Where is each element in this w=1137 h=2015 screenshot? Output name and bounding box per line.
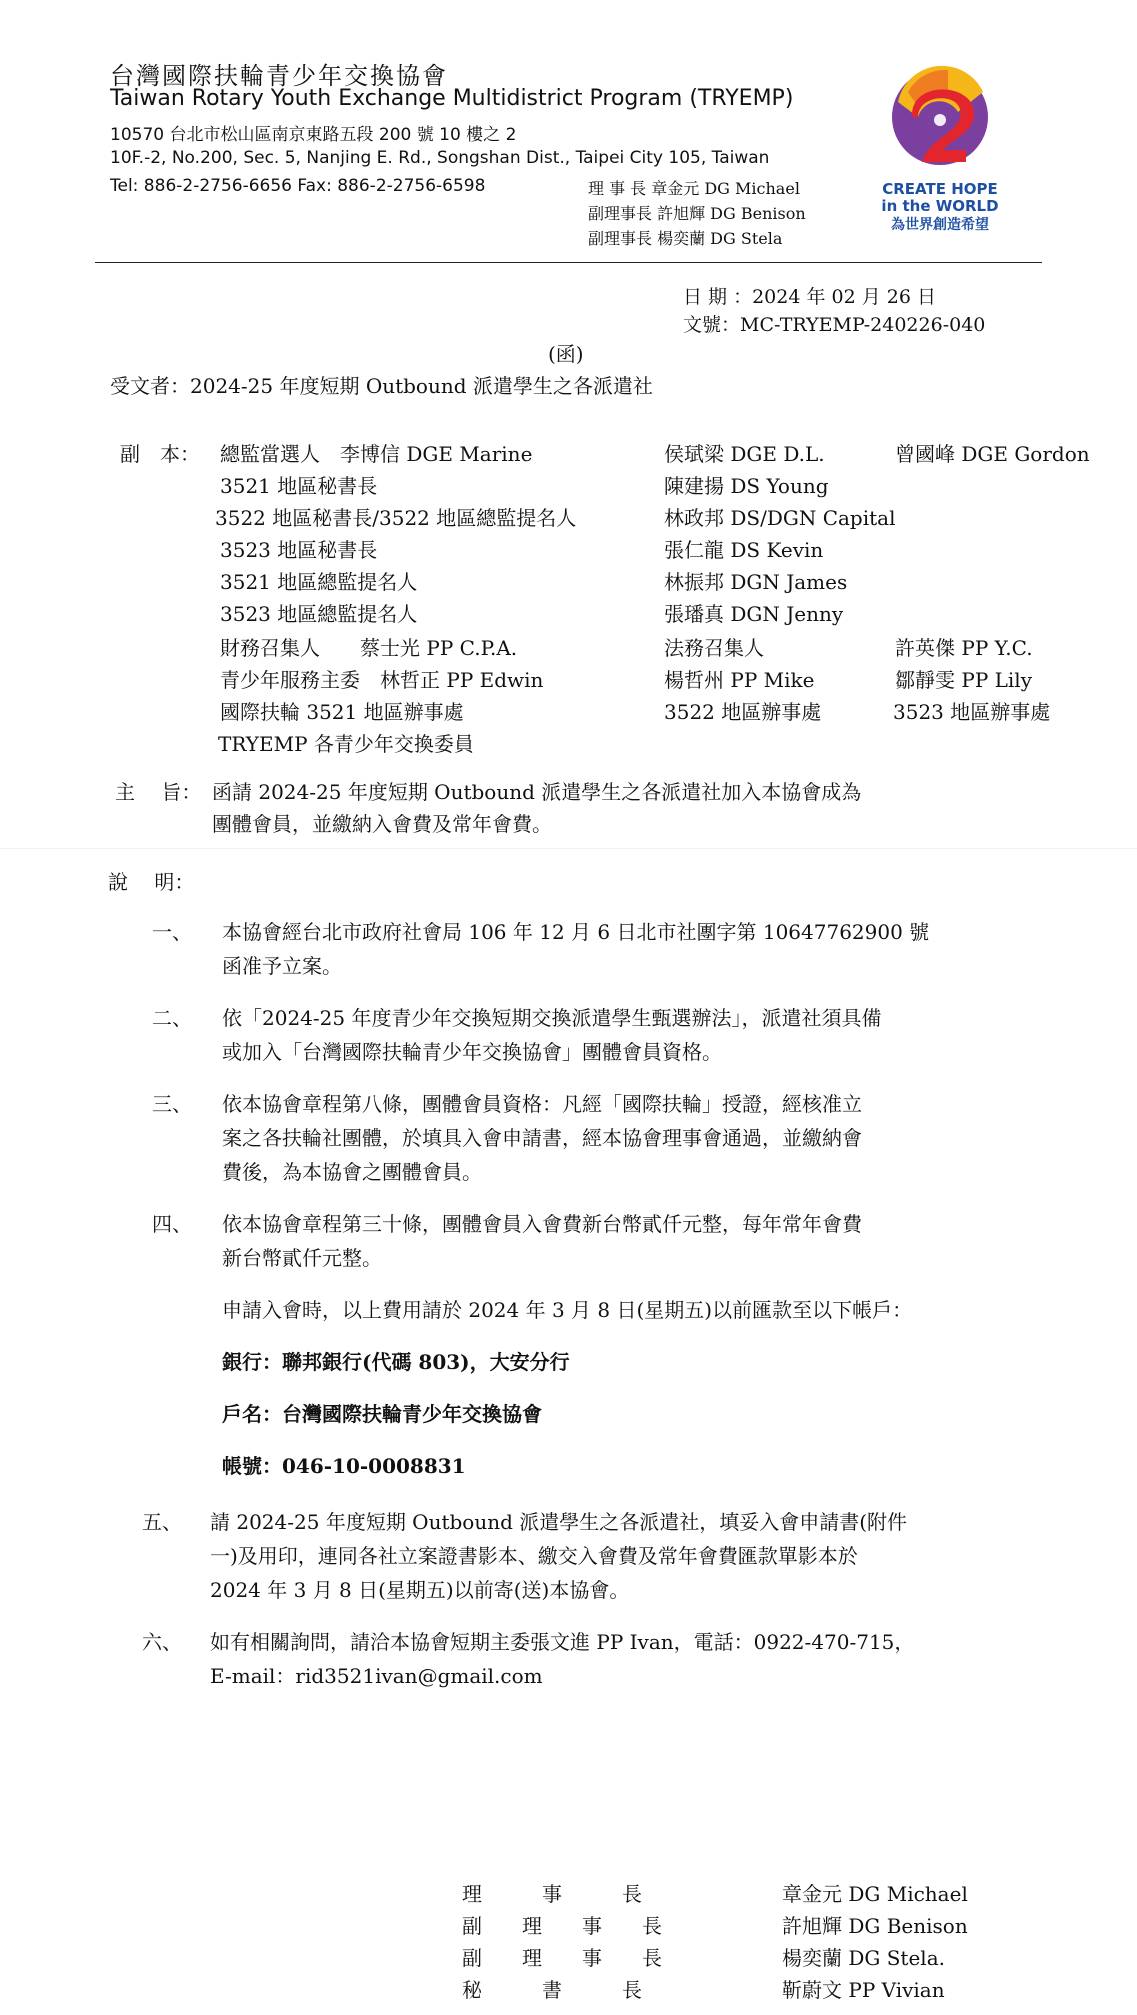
tel-fax: Tel: 886-2-2756-6656 Fax: 886-2-2756-6598 xyxy=(110,176,486,196)
signature-title: 副 理 事 長 xyxy=(462,1914,662,1938)
cc-col2-item: 3522 地區辦事處 xyxy=(664,700,822,724)
item-line: 一)及用印，連同各社立案證書影本、繳交入會費及常年會費匯款單影本於 xyxy=(210,1544,858,1568)
cc-col1-item: 總監當選人 李博信 DGE Marine xyxy=(220,442,533,466)
item-line: 本協會經台北市政府社會局 106 年 12 月 6 日北市社團字第 10647762900 號 xyxy=(222,920,930,944)
payment-intro: 申請入會時，以上費用請於 2024 年 3 月 8 日(星期五)以前匯款至以下帳戶： xyxy=(222,1298,913,1322)
cc-col1-item: 3521 地區總監提名人 xyxy=(220,570,418,594)
logo-line-3: 為世界創造希望 xyxy=(891,217,989,233)
create-hope-logo xyxy=(888,62,993,177)
item-line: 依「2024-25 年度青少年交換短期交換派遣學生甄選辦法」，派遣社須具備 xyxy=(222,1006,882,1030)
subject-line-1: 函請 2024-25 年度短期 Outbound 派遣學生之各派遣社加入本協會成為 xyxy=(212,780,862,804)
org-name-en: Taiwan Rotary Youth Exchange Multidistrict Program (TRYEMP) xyxy=(110,86,794,111)
cc-col1-item: 3523 地區總監提名人 xyxy=(220,602,418,626)
cc-col2-item: 陳建揚 DS Young xyxy=(664,474,829,498)
signature-title: 秘 書 長 xyxy=(462,1978,642,2002)
logo-line-2: in the WORLD xyxy=(881,197,999,215)
item-line: 函准予立案。 xyxy=(222,954,342,978)
address-en: 10F.-2, No.200, Sec. 5, Nanjing E. Rd., Songshan Dist., Taipei City 105, Taiwan xyxy=(110,148,770,168)
header-officer-1: 理 事 長 章金元 DG Michael xyxy=(588,179,800,198)
item-line: 案之各扶輪社團體，於填具入會申請書，經本協會理事會通過，並繳納會 xyxy=(222,1126,862,1150)
cc-col3-item: 許英傑 PP Y.C. xyxy=(895,636,1033,660)
doc-date: 日 期 ：2024 年 02 月 26 日 xyxy=(683,286,936,308)
cc-col2-item: 法務召集人 xyxy=(664,636,764,660)
item-number: 一、 xyxy=(152,920,192,944)
cc-col1-item: TRYEMP 各青少年交換委員 xyxy=(218,732,474,756)
cc-col2-item: 林振邦 DGN James xyxy=(664,570,848,594)
header-officer-2: 副理事長 許旭輝 DG Benison xyxy=(588,204,806,223)
subject-label: 主 旨： xyxy=(115,780,202,804)
signature-title: 理 事 長 xyxy=(462,1882,642,1906)
cc-label: 副 本： xyxy=(120,442,200,466)
cc-col1-item: 3523 地區秘書長 xyxy=(220,538,378,562)
cc-col2-item: 張璠真 DGN Jenny xyxy=(664,602,844,626)
explanation-label: 說 明： xyxy=(108,870,195,894)
item-line: 2024 年 3 月 8 日(星期五)以前寄(送)本協會。 xyxy=(210,1578,630,1602)
item-number: 五、 xyxy=(142,1510,182,1534)
item-line: 費後，為本協會之團體會員。 xyxy=(222,1160,482,1184)
signature-title: 副 理 事 長 xyxy=(462,1946,662,1970)
address-zh: 10570 台北市松山區南京東路五段 200 號 10 樓之 2 xyxy=(110,125,517,145)
item-number: 三、 xyxy=(152,1092,192,1116)
item-line: 新台幣貳仟元整。 xyxy=(222,1246,382,1270)
header-officer-3: 副理事長 楊奕蘭 DG Stela xyxy=(588,229,783,248)
signature-name: 靳蔚文 PP Vivian xyxy=(782,1978,945,2002)
org-name-zh: 台灣國際扶輪青少年交換協會 xyxy=(110,62,448,90)
cc-col2-item: 張仁龍 DS Kevin xyxy=(664,538,824,562)
item-line: 請 2024-25 年度短期 Outbound 派遣學生之各派遣社，填妥入會申請書(附件 xyxy=(210,1510,908,1534)
payment-account-name: 戶名：台灣國際扶輪青少年交換協會 xyxy=(222,1402,542,1426)
item-number: 二、 xyxy=(152,1006,192,1030)
page-break-line xyxy=(0,848,1137,849)
cc-col1-item: 3522 地區秘書長/3522 地區總監提名人 xyxy=(215,506,577,530)
cc-col2-item: 侯珷梁 DGE D.L. xyxy=(664,442,825,466)
signature-name: 章金元 DG Michael xyxy=(782,1882,968,1906)
item-line: E-mail：rid3521ivan@gmail.com xyxy=(210,1664,543,1688)
logo-line-1: CREATE HOPE xyxy=(882,180,998,198)
payment-bank: 銀行：聯邦銀行(代碼 803)，大安分行 xyxy=(222,1350,570,1374)
item-number: 六、 xyxy=(142,1630,182,1654)
payment-account-number: 帳號：046-10-0008831 xyxy=(222,1454,466,1478)
header-divider xyxy=(95,262,1042,263)
cc-col3-item: 鄒靜雯 PP Lily xyxy=(895,668,1033,692)
item-line: 或加入「台灣國際扶輪青少年交換協會」團體會員資格。 xyxy=(222,1040,722,1064)
item-line: 如有相關詢問，請洽本協會短期主委張文進 PP Ivan，電話：0922-470-715， xyxy=(210,1630,915,1654)
cc-col1-item: 財務召集人 蔡士光 PP C.P.A. xyxy=(220,636,518,660)
signature-name: 許旭輝 DG Benison xyxy=(782,1914,968,1938)
doc-number: 文號：MC-TRYEMP-240226-040 xyxy=(683,314,986,336)
cc-col1-item: 3521 地區秘書長 xyxy=(220,474,378,498)
cc-col1-item: 國際扶輪 3521 地區辦事處 xyxy=(220,700,464,724)
cc-col2-item: 楊哲州 PP Mike xyxy=(664,668,815,692)
item-line: 依本協會章程第三十條，團體會員入會費新台幣貳仟元整，每年常年會費 xyxy=(222,1212,862,1236)
item-number: 四、 xyxy=(152,1212,192,1236)
cc-col2-item: 林政邦 DS/DGN Capital xyxy=(664,506,896,530)
recipient: 受文者：2024-25 年度短期 Outbound 派遣學生之各派遣社 xyxy=(110,374,653,398)
signature-name: 楊奕蘭 DG Stela. xyxy=(782,1946,945,1970)
cc-col3-item: 曾國峰 DGE Gordon xyxy=(895,442,1090,466)
subject-line-2: 團體會員，並繳納入會費及常年會費。 xyxy=(212,812,552,836)
cc-col1-item: 青少年服務主委 林哲正 PP Edwin xyxy=(220,668,544,692)
item-line: 依本協會章程第八條，團體會員資格：凡經「國際扶輪」授證，經核准立 xyxy=(222,1092,862,1116)
cc-col3-item: 3523 地區辦事處 xyxy=(893,700,1051,724)
doc-type: (函) xyxy=(548,342,584,366)
